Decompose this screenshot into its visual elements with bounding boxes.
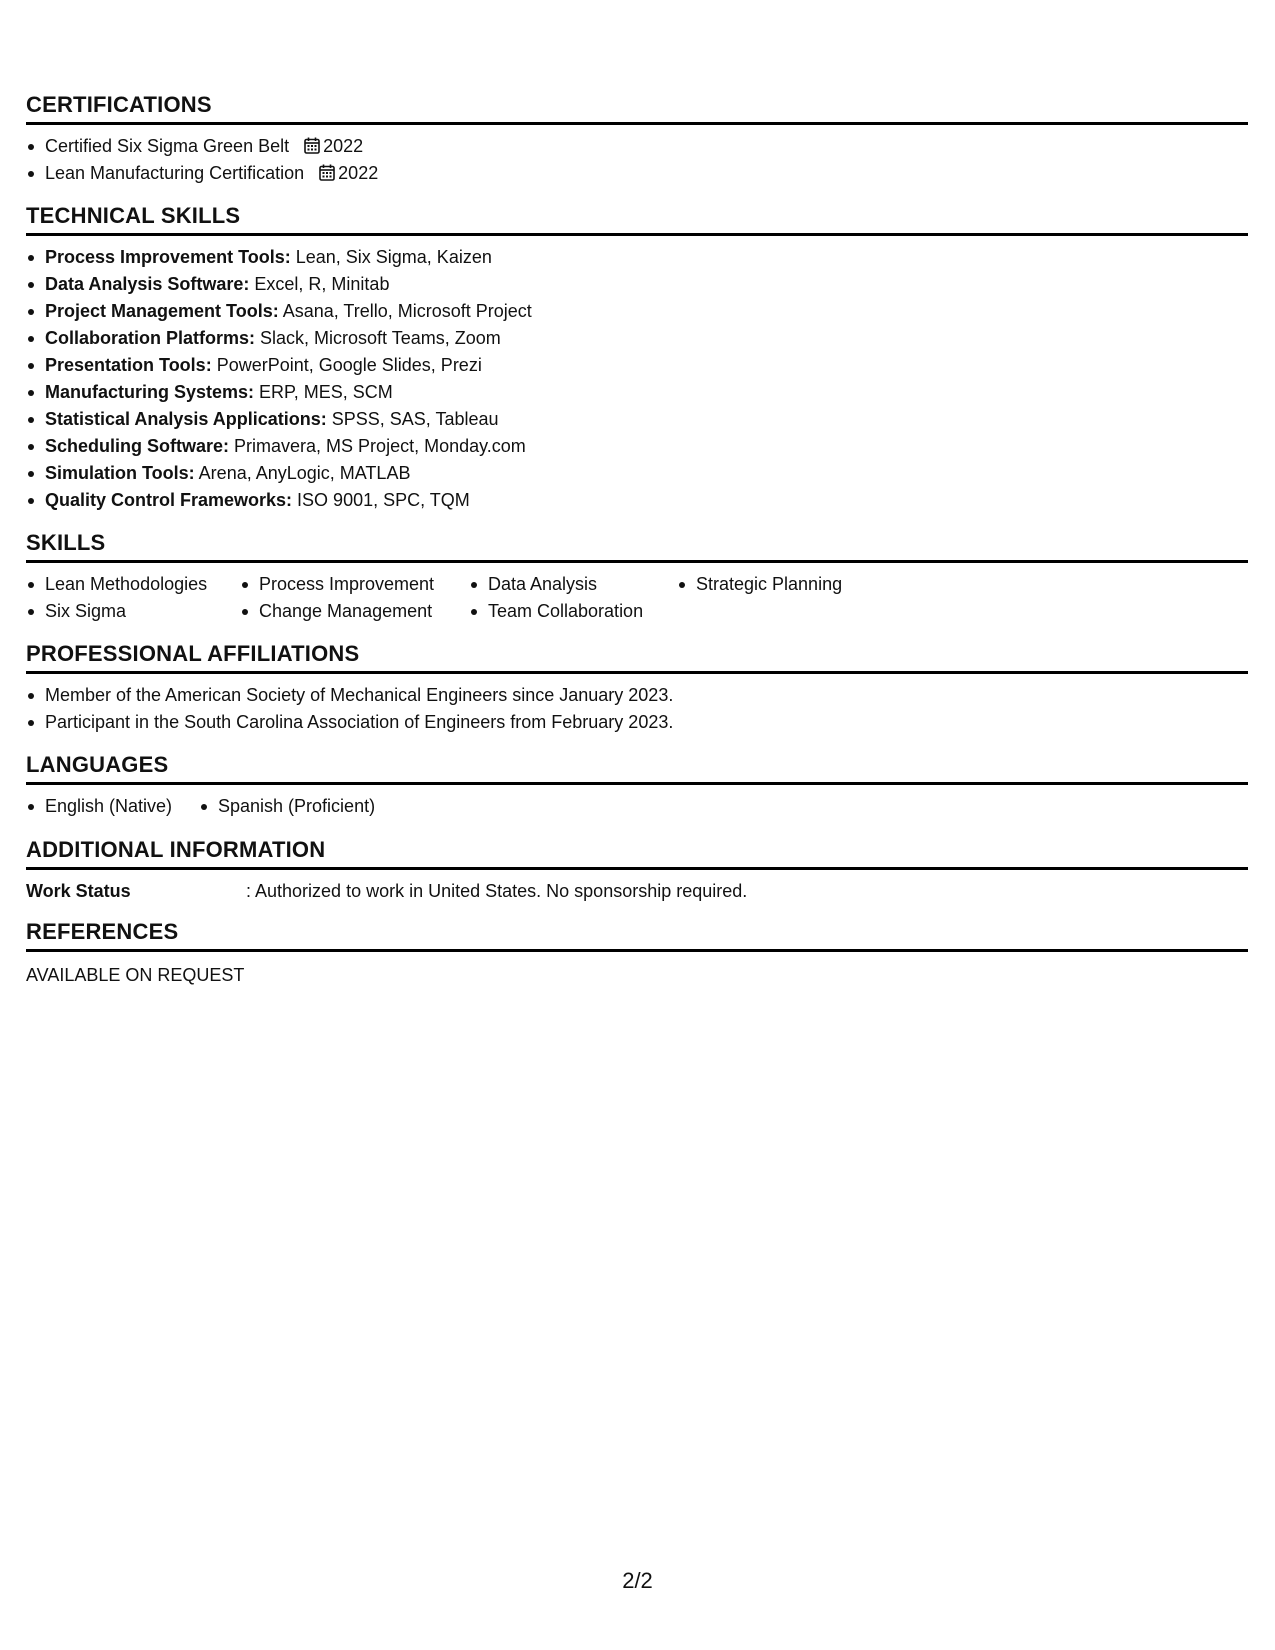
list-item (26, 133, 1248, 160)
skill-category: Project Management Tools: (45, 301, 279, 321)
certifications-section (26, 92, 1248, 187)
skill-category: Collaboration Platforms: (45, 328, 256, 348)
skill-category: Statistical Analysis Applications: (45, 409, 327, 429)
skills-column (26, 571, 207, 625)
skills-column (677, 571, 842, 598)
skill-values: ISO 9001, SPC, TQM (292, 490, 470, 510)
skill-category: Presentation Tools: (45, 355, 212, 375)
list-item (26, 460, 1248, 487)
certification-name: Certified Six Sigma Green Belt (45, 136, 290, 156)
additional-info-section (26, 837, 1248, 905)
calendar-icon (319, 164, 335, 181)
list-item: Data Analysis (469, 571, 643, 598)
skill-values: PowerPoint, Google Slides, Prezi (211, 355, 482, 375)
list-item (26, 433, 1248, 460)
certification-year: 2022 (338, 163, 379, 183)
skill-values: Slack, Microsoft Teams, Zoom (255, 328, 501, 348)
affiliations-section (26, 641, 1248, 736)
references-text: AVAILABLE ON REQUEST (26, 965, 245, 985)
skill-category: Quality Control Frameworks: (45, 490, 293, 510)
list-item (26, 160, 1248, 187)
list-item: Team Collaboration (469, 598, 643, 625)
affiliations-list (26, 682, 1248, 736)
list-item (26, 298, 1248, 325)
section-title-references: REFERENCES (26, 919, 1248, 952)
skills-section (26, 530, 1248, 625)
skill-values: Asana, Trello, Microsoft Project (278, 301, 532, 321)
section-title-certifications: CERTIFICATIONS (26, 92, 1248, 125)
skill-values: Lean, Six Sigma, Kaizen (290, 247, 492, 267)
list-item: Strategic Planning (677, 571, 842, 598)
skill-category: Scheduling Software: (45, 436, 230, 456)
certification-year: 2022 (323, 136, 364, 156)
list-item: Change Management (240, 598, 434, 625)
list-item (26, 379, 1248, 406)
skill-category: Simulation Tools: (45, 463, 195, 483)
technical-skills-section (26, 203, 1248, 514)
list-item: Participant in the South Carolina Association of Engineers from February 2023. (26, 709, 1248, 736)
skill-values: ERP, MES, SCM (254, 382, 393, 402)
list-item: Member of the American Society of Mechanical Engineers since January 2023. (26, 682, 1248, 709)
skill-category: Manufacturing Systems: (45, 382, 255, 402)
section-title-skills: SKILLS (26, 530, 1248, 563)
list-item (26, 244, 1248, 271)
section-title-additional-info: ADDITIONAL INFORMATION (26, 837, 1248, 870)
list-item (26, 406, 1248, 433)
certifications-list (26, 133, 1248, 187)
list-item (26, 325, 1248, 352)
section-title-affiliations: PROFESSIONAL AFFILIATIONS (26, 641, 1248, 674)
languages-list (26, 793, 1248, 820)
skills-column (240, 571, 434, 625)
list-item: Lean Methodologies (26, 571, 207, 598)
list-item (26, 487, 1248, 514)
calendar-icon (304, 137, 320, 154)
page-number: 2/2 (622, 1568, 653, 1593)
work-status-value: : Authorized to work in United States. No sponsorship required. (246, 881, 748, 901)
skills-grid (26, 571, 1248, 625)
list-item: English (Native) (26, 793, 172, 820)
technical-skills-list (26, 244, 1248, 514)
list-item: Process Improvement (240, 571, 434, 598)
skills-column (469, 571, 643, 625)
skill-values: Arena, AnyLogic, MATLAB (194, 463, 411, 483)
skill-values: Primavera, MS Project, Monday.com (229, 436, 526, 456)
skill-values: Excel, R, Minitab (249, 274, 390, 294)
section-title-technical-skills: TECHNICAL SKILLS (26, 203, 1248, 236)
list-item: Spanish (Proficient) (199, 793, 375, 820)
skill-values: SPSS, SAS, Tableau (326, 409, 499, 429)
list-item (26, 352, 1248, 379)
skill-category: Process Improvement Tools: (45, 247, 291, 267)
list-item (26, 271, 1248, 298)
skill-category: Data Analysis Software: (45, 274, 250, 294)
references-section (26, 919, 1248, 989)
languages-section (26, 752, 1248, 820)
work-status-label: Work Status (26, 881, 131, 901)
section-title-languages: LANGUAGES (26, 752, 1248, 785)
work-status-row (26, 878, 1248, 905)
list-item: Six Sigma (26, 598, 207, 625)
certification-name: Lean Manufacturing Certification (45, 163, 305, 183)
